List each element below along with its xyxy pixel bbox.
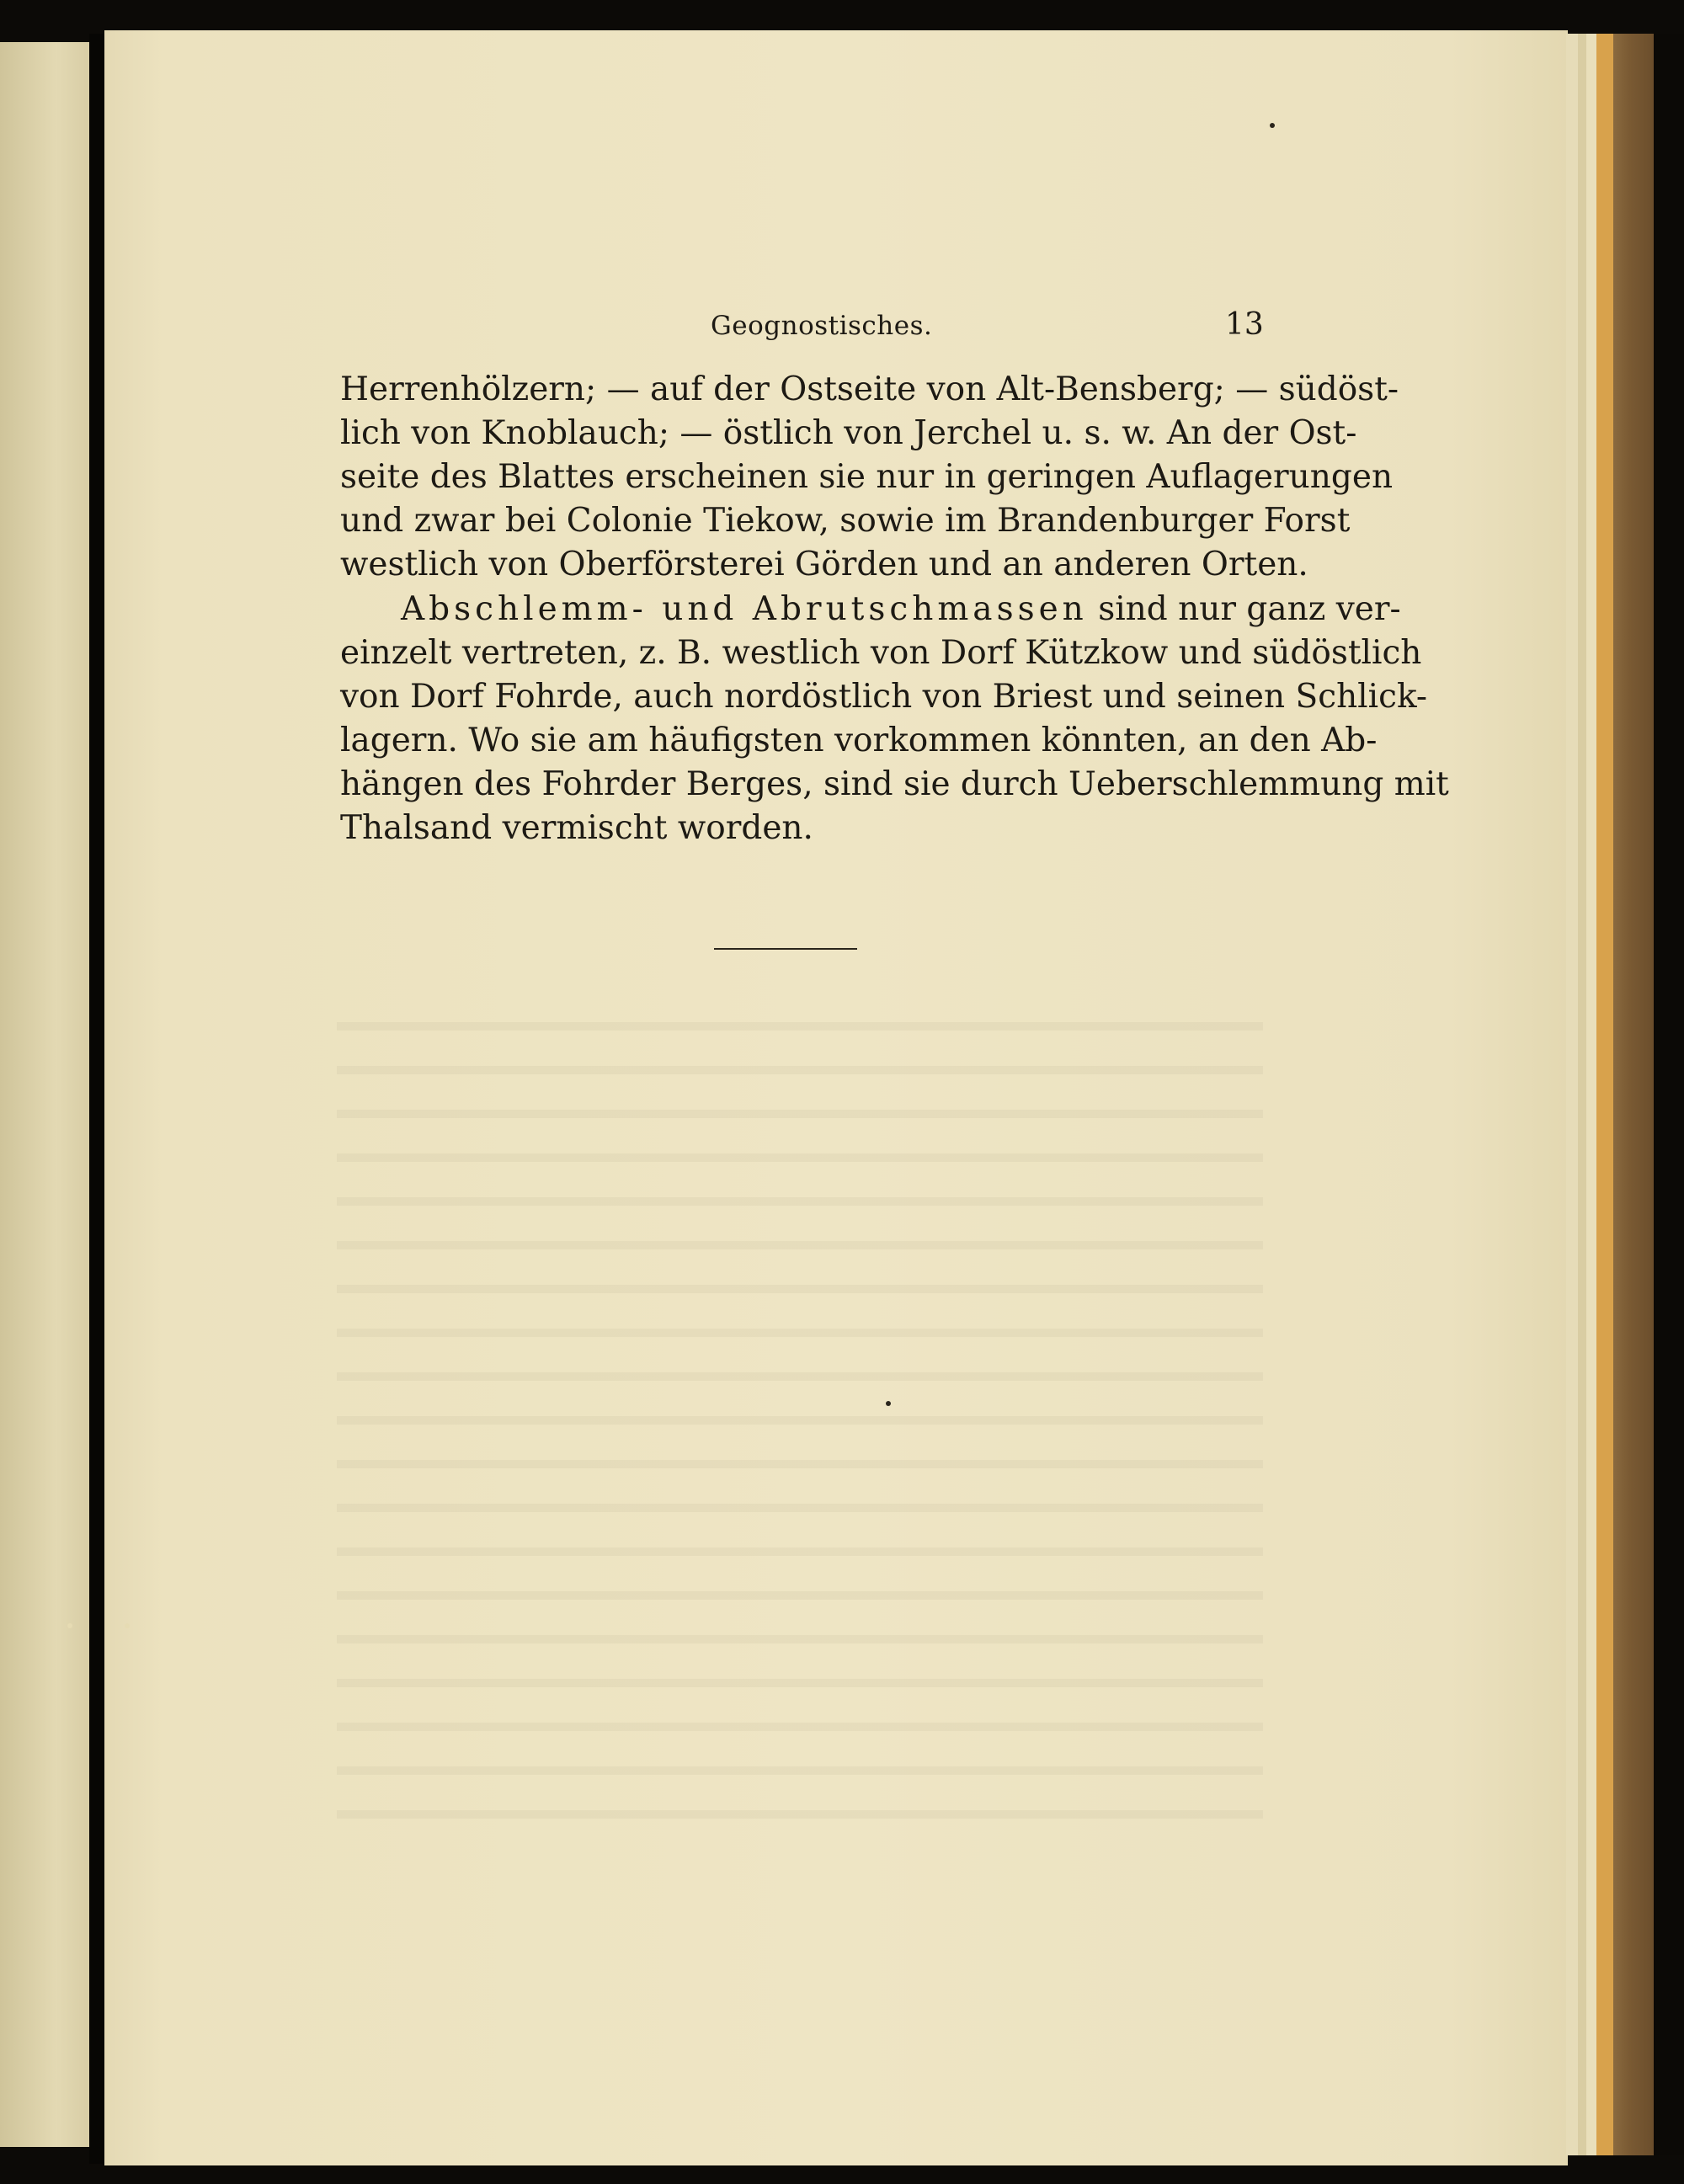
text-line: westlich von Oberförsterei Görden und an anderen Orten.: [340, 546, 1308, 583]
text-line: [401, 588, 1401, 631]
book-cover-edge: [1613, 34, 1654, 2155]
text-line: einzelt vertreten, z. B. westlich von Dorf Kützkow und südöstlich: [340, 634, 1422, 672]
scan-background: [1654, 34, 1684, 2155]
page-edge: [1586, 34, 1596, 2155]
emphasized-term: Abschlemm- und Abrutschmassen: [401, 590, 1088, 628]
text-line: hängen des Fohrder Berges, sind sie durch Ueberschlemmung mit: [340, 765, 1449, 803]
running-title: Geognostisches.: [711, 311, 933, 341]
text-line: und zwar bei Colonie Tiekow, sowie im Brandenburger Forst: [340, 502, 1351, 540]
page-edge: [1566, 34, 1578, 2155]
text-line: Thalsand vermischt worden.: [340, 809, 813, 847]
previous-page-edge: [0, 42, 94, 2147]
text-line: lagern. Wo sie am häufigsten vorkommen könnten, an den Ab-: [340, 722, 1378, 759]
book-gutter: [89, 34, 106, 2164]
text-line: Herrenhölzern; — auf der Ostseite von Alt-Bensberg; — südöst-: [340, 370, 1399, 408]
page-edge: [1596, 34, 1613, 2155]
paper-speck: [125, 1623, 130, 1628]
show-through-text: [337, 993, 1263, 1835]
section-divider: [714, 948, 857, 950]
page-number: 13: [1225, 307, 1264, 342]
text-line: lich von Knoblauch; — östlich von Jerchel u. s. w. An der Ost-: [340, 414, 1357, 452]
paper-speck: [67, 1623, 72, 1628]
text-run: sind nur ganz ver-: [1087, 590, 1401, 628]
text-line: seite des Blattes erscheinen sie nur in geringen Auflagerungen: [340, 458, 1394, 496]
paper-speck: [1270, 123, 1275, 128]
text-line: von Dorf Fohrde, auch nordöstlich von Briest und seinen Schlick-: [340, 678, 1428, 716]
paper-speck: [886, 1401, 891, 1406]
page-edge: [1578, 34, 1586, 2155]
